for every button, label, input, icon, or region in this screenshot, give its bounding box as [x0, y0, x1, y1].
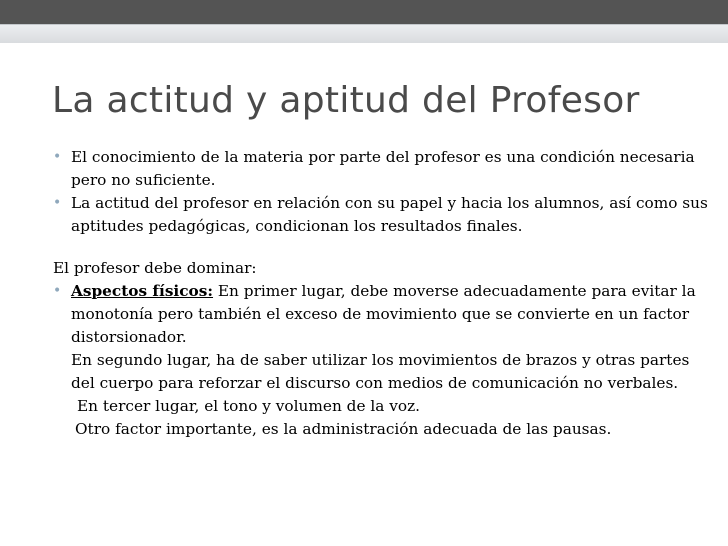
bullet-item	[53, 146, 713, 192]
bullet-item	[53, 192, 713, 238]
paragraph-other: Otro factor importante, es la administración adecuada de las pausas.	[75, 420, 612, 438]
bullet-dot-icon: •	[53, 195, 62, 211]
top-bar	[0, 0, 728, 24]
paragraph-third: En tercer lugar, el tono y volumen de la voz.	[77, 397, 421, 415]
bullet-dot-icon: •	[53, 149, 62, 165]
slide-title: La actitud y aptitud del Profesor	[52, 80, 640, 121]
intro-line: El profesor debe dominar:	[53, 259, 257, 277]
spacer	[53, 238, 713, 257]
bullet-dot-icon: •	[53, 283, 62, 299]
paragraph-second: En segundo lugar, ha de saber utilizar los movimientos de brazos y otras partes del cuerpo para reforzar el discurso con medios de comunicación no verbales.	[71, 351, 690, 392]
bullet-item	[53, 280, 713, 349]
bullet-text: La actitud del profesor en relación con su papel y hacia los alumnos, así como sus aptitudes pedagógicas, condicionan los resultados finales.	[71, 194, 708, 235]
slide-content	[53, 146, 713, 441]
aspect-heading: Aspectos físicos:	[71, 282, 214, 300]
bullet-text: El conocimiento de la materia por parte del profesor es una condición necesaria pero no suficiente.	[71, 148, 695, 189]
aspect-text: En primer lugar, debe moverse adecuadamente para evitar la monotonía pero también el exceso de movimiento que se convierte en un factor distorsionador.	[71, 282, 696, 346]
top-accent-band	[0, 24, 728, 43]
